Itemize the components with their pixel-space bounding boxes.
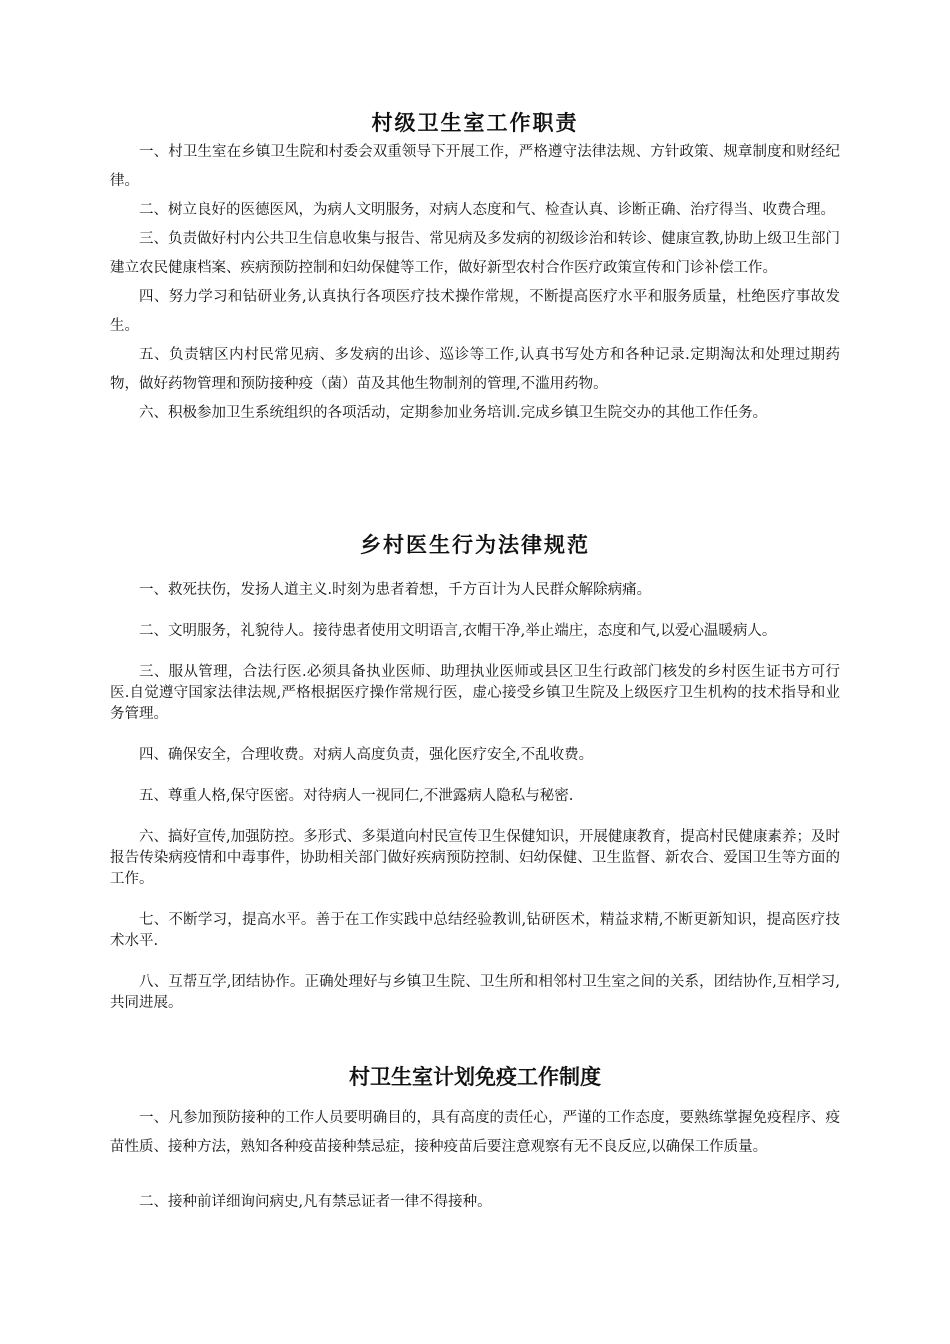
paragraph: 四、努力学习和钻研业务,认真执行各项医疗技术操作常规，不断提高医疗水平和服务质量，杜绝医疗事故发生。 [110, 289, 840, 334]
section-rural-doctor-conduct [110, 530, 840, 1034]
paragraph: 六、搞好宣传,加强防控。多形式、多渠道向村民宣传卫生保健知识，开展健康教育，提高村民健康素养；及时报告传染病疫情和中毒事件，协助相关部门做好疾病预防控制、妇幼保健、卫生监督、新农合、爱国卫生等方面的工作。 [110, 829, 840, 887]
paragraph: 五、尊重人格,保守医密。对待病人一视同仁,不泄露病人隐私与秘密. [139, 788, 574, 804]
paragraph: 四、确保安全，合理收费。对病人高度负责，强化医疗安全,不乱收费。 [139, 747, 594, 763]
paragraph: 一、救死扶伤，发扬人道主义.时刻为患者着想，千方百计为人民群众解除病痛。 [139, 582, 652, 598]
section-village-clinic-duties [110, 108, 840, 428]
section-title: 乡村医生行为法律规范 [360, 533, 590, 557]
paragraph: 二、文明服务，礼貌待人。接待患者使用文明语言,衣帽干净,举止端庄，态度和气,以爱心温暖病人。 [139, 623, 777, 639]
paragraph: 七、不断学习，提高水平。善于在工作实践中总结经验教训,钻研医术，精益求精,不断更新知识，提高医疗技术水平. [110, 912, 840, 949]
section-immunization-rules [110, 1062, 840, 1217]
paragraph: 一、凡参加预防接种的工作人员要明确目的，具有高度的责任心，严谨的工作态度，要熟练掌握免疫程序、疫苗性质、接种方法，熟知各种疫苗接种禁忌症，接种疫苗后要注意观察有无不良反应,以确保工作质量。 [110, 1110, 840, 1155]
paragraph: 一、村卫生室在乡镇卫生院和村委会双重领导下开展工作，严格遵守法律法规、方针政策、规章制度和财经纪律。 [110, 144, 840, 189]
paragraph: 三、负责做好村内公共卫生信息收集与报告、常见病及多发病的初级诊治和转诊、健康宣教,协助上级卫生部门建立农民健康档案、疾病预防控制和妇幼保健等工作，做好新型农村合作医疗政策宣传和门诊补偿工作。 [110, 231, 840, 276]
paragraph: 八、互帮互学,团结协作。正确处理好与乡镇卫生院、卫生所和相邻村卫生室之间的关系，团结协作,互相学习,共同进展。 [110, 974, 840, 1011]
paragraph: 二、接种前详细询问病史,凡有禁忌证者一律不得接种。 [139, 1194, 492, 1210]
section-title: 村级卫生室工作职责 [371, 111, 579, 135]
paragraph: 二、树立良好的医德医风，为病人文明服务，对病人态度和气、检查认真、诊断正确、治疗得当、收费合理。 [139, 202, 835, 218]
section-title: 村卫生室计划免疫工作制度 [349, 1065, 601, 1089]
paragraph: 三、服从管理，合法行医.必须具备执业医师、助理执业医师或县区卫生行政部门核发的乡村医生证书方可行医.自觉遵守国家法律法规,严格根据医疗操作常规行医，虚心接受乡镇卫生院及上级医疗卫生机构的技术指导和业务管理。 [110, 664, 840, 722]
paragraph: 五、负责辖区内村民常见病、多发病的出诊、巡诊等工作,认真书写处方和各种记录.定期淘汰和处理过期药物，做好药物管理和预防接种疫（菌）苗及其他生物制剂的管理,不滥用药物。 [110, 347, 840, 392]
paragraph: 六、积极参加卫生系统组织的各项活动，定期参加业务培训.完成乡镇卫生院交办的其他工作任务。 [139, 405, 768, 421]
